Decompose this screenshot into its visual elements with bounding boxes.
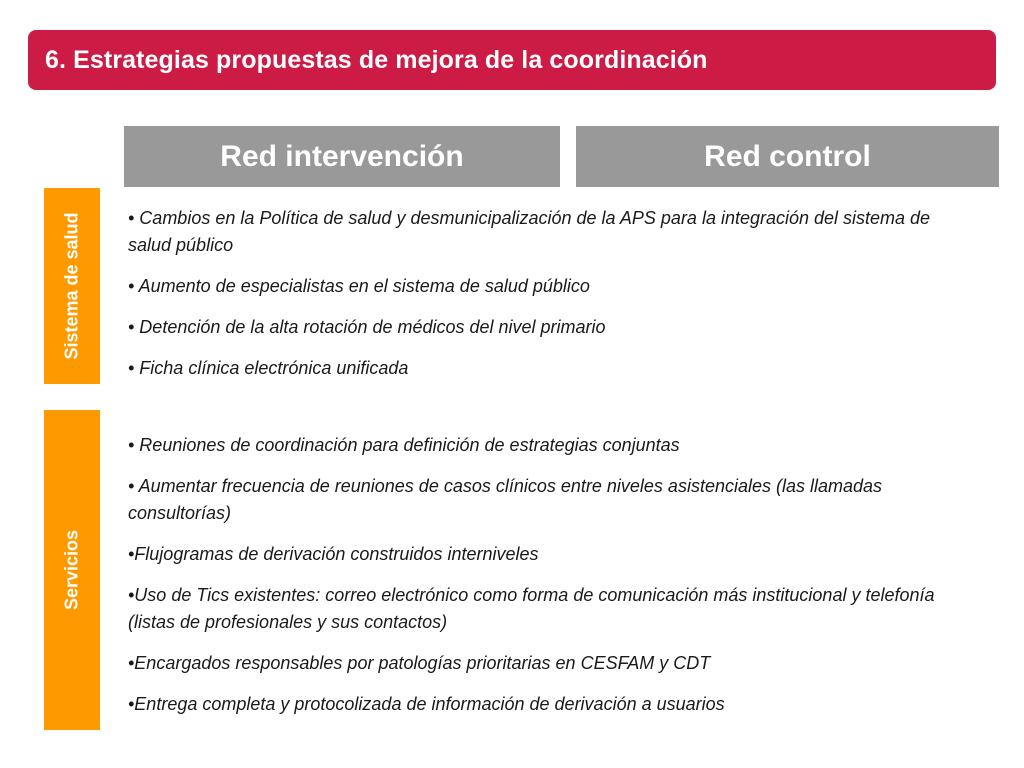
- side-label-text: Servicios: [61, 529, 82, 611]
- column-header-label: Red intervención: [220, 139, 464, 173]
- list-item: •Entrega completa y protocolizada de información de derivación a usuarios: [128, 694, 725, 714]
- list-item: • Detención de la alta rotación de médicos del nivel primario: [128, 317, 606, 337]
- list-item: •Uso de Tics existentes: correo electrónico como forma de comunicación más institucional y telefonía (listas de profesionales y sus contactos): [128, 585, 935, 632]
- servicios-list: [128, 432, 948, 732]
- side-label-text: Sistema de salud: [61, 212, 82, 360]
- column-header-red-control: [576, 126, 999, 187]
- column-header-red-intervencion: [124, 126, 560, 187]
- slide-title: 6. Estrategias propuestas de mejora de la coordinación: [45, 45, 708, 74]
- title-bar: [28, 30, 996, 90]
- column-header-label: Red control: [704, 139, 871, 173]
- list-item: • Ficha clínica electrónica unificada: [128, 358, 409, 378]
- sistema-de-salud-list: [128, 205, 948, 396]
- list-item: •Encargados responsables por patologías prioritarias en CESFAM y CDT: [128, 653, 711, 673]
- list-item: • Cambios en la Política de salud y desmunicipalización de la APS para la integración del sistema de salud público: [128, 208, 931, 255]
- side-label-servicios: [44, 410, 100, 730]
- side-label-sistema-de-salud: [44, 188, 100, 384]
- list-item: • Reuniones de coordinación para definición de estrategias conjuntas: [128, 435, 680, 455]
- list-item: •Flujogramas de derivación construidos interniveles: [128, 544, 539, 564]
- list-item: • Aumento de especialistas en el sistema de salud público: [128, 276, 590, 296]
- list-item: • Aumentar frecuencia de reuniones de casos clínicos entre niveles asistenciales (las llamadas consultorías): [128, 476, 883, 523]
